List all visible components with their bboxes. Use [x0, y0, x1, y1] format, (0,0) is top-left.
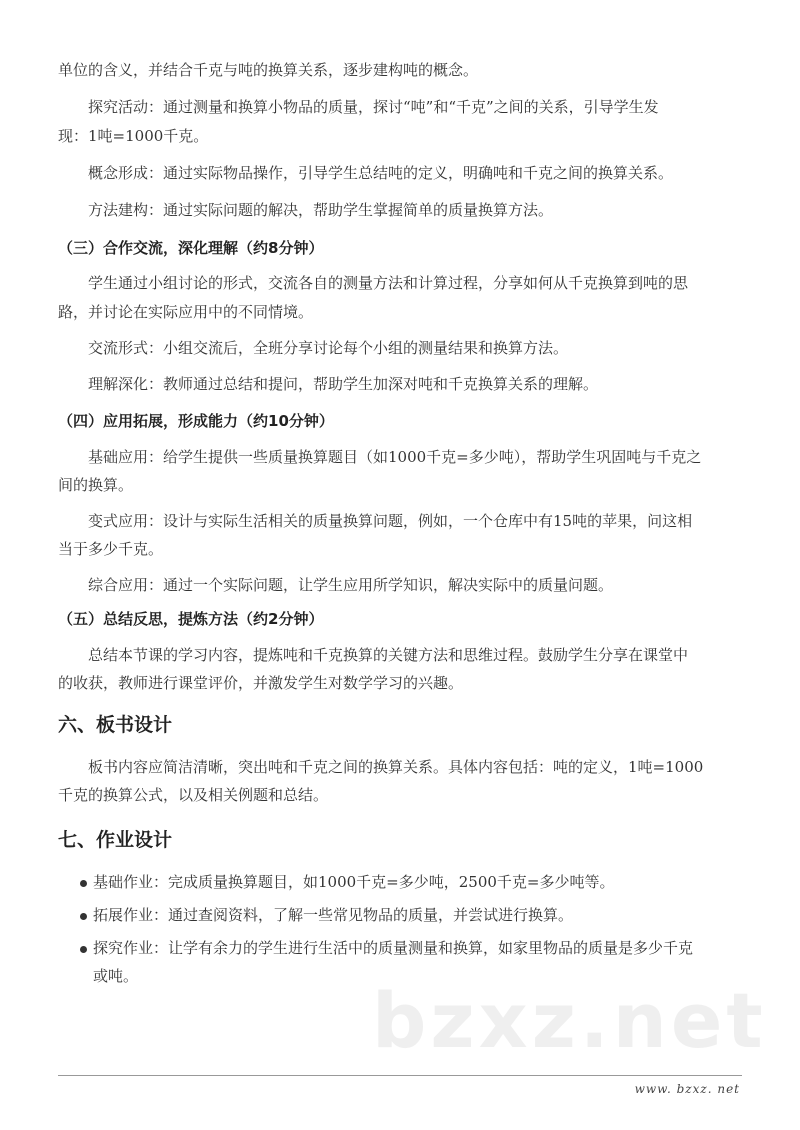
section-heading-6: 六、板书设计 — [58, 714, 173, 736]
bullet-icon — [80, 946, 87, 953]
paragraph-line: 总结本节课的学习内容，提炼吨和千克换算的关键方法和思维过程。鼓励学生分享在课堂中 — [88, 646, 689, 664]
paragraph-line: 学生通过小组讨论的形式，交流各自的测量方法和计算过程，分享如何从千克换算到吨的思 — [88, 274, 689, 292]
footer-divider — [58, 1075, 742, 1076]
paragraph-line: 千克的换算公式，以及相关例题和总结。 — [58, 786, 329, 804]
paragraph-line: 的收获，教师进行课堂评价，并激发学生对数学学习的兴趣。 — [58, 674, 464, 692]
list-item: 基础作业：完成质量换算题目，如1000千克=多少吨，2500千克=多少吨等。 — [93, 873, 615, 891]
bullet-icon — [80, 913, 87, 920]
paragraph-line: 路，并讨论在实际应用中的不同情境。 — [58, 303, 314, 321]
watermark: bzxz.net — [372, 976, 767, 1065]
paragraph-line: 理解深化：教师通过总结和提问，帮助学生加深对吨和千克换算关系的理解。 — [88, 375, 599, 393]
section-heading-7: 七、作业设计 — [58, 829, 173, 851]
paragraph-line: 现：1吨=1000千克。 — [58, 127, 209, 145]
paragraph-line: 间的换算。 — [58, 476, 134, 494]
subheading-part3: （三）合作交流，深化理解（约8分钟） — [58, 239, 324, 257]
subheading-part4: （四）应用拓展，形成能力（约10分钟） — [58, 412, 334, 430]
paragraph-line: 概念形成：通过实际物品操作，引导学生总结吨的定义，明确吨和千克之间的换算关系。 — [88, 164, 674, 182]
list-item: 探究作业：让学有余力的学生进行生活中的质量测量和换算，如家里物品的质量是多少千克 — [93, 939, 694, 957]
paragraph-line: 交流形式：小组交流后，全班分享讨论每个小组的测量结果和换算方法。 — [88, 339, 569, 357]
list-item-continuation: 或吨。 — [93, 967, 139, 985]
paragraph-line: 当于多少千克。 — [58, 540, 164, 558]
footer-url: www. bzxz. net — [634, 1082, 740, 1096]
paragraph-line: 方法建构：通过实际问题的解决，帮助学生掌握简单的质量换算方法。 — [88, 201, 554, 219]
bullet-icon — [80, 880, 87, 887]
paragraph-line: 探究活动：通过测量和换算小物品的质量，探讨“吨”和“千克”之间的关系，引导学生发 — [88, 98, 659, 116]
subheading-part5: （五）总结反思，提炼方法（约2分钟） — [58, 610, 324, 628]
paragraph-line: 综合应用：通过一个实际问题，让学生应用所学知识，解决实际中的质量问题。 — [88, 576, 614, 594]
list-item: 拓展作业：通过查阅资料，了解一些常见物品的质量，并尝试进行换算。 — [93, 906, 574, 924]
paragraph-line: 板书内容应简洁清晰，突出吨和千克之间的换算关系。具体内容包括：吨的定义，1吨=1000 — [88, 758, 704, 776]
paragraph-line: 基础应用：给学生提供一些质量换算题目（如1000千克=多少吨），帮助学生巩固吨与千克之 — [88, 448, 702, 466]
paragraph-line: 单位的含义，并结合千克与吨的换算关系，逐步建构吨的概念。 — [58, 61, 479, 79]
paragraph-line: 变式应用：设计与实际生活相关的质量换算问题，例如，一个仓库中有15吨的苹果，问这相 — [88, 512, 693, 530]
